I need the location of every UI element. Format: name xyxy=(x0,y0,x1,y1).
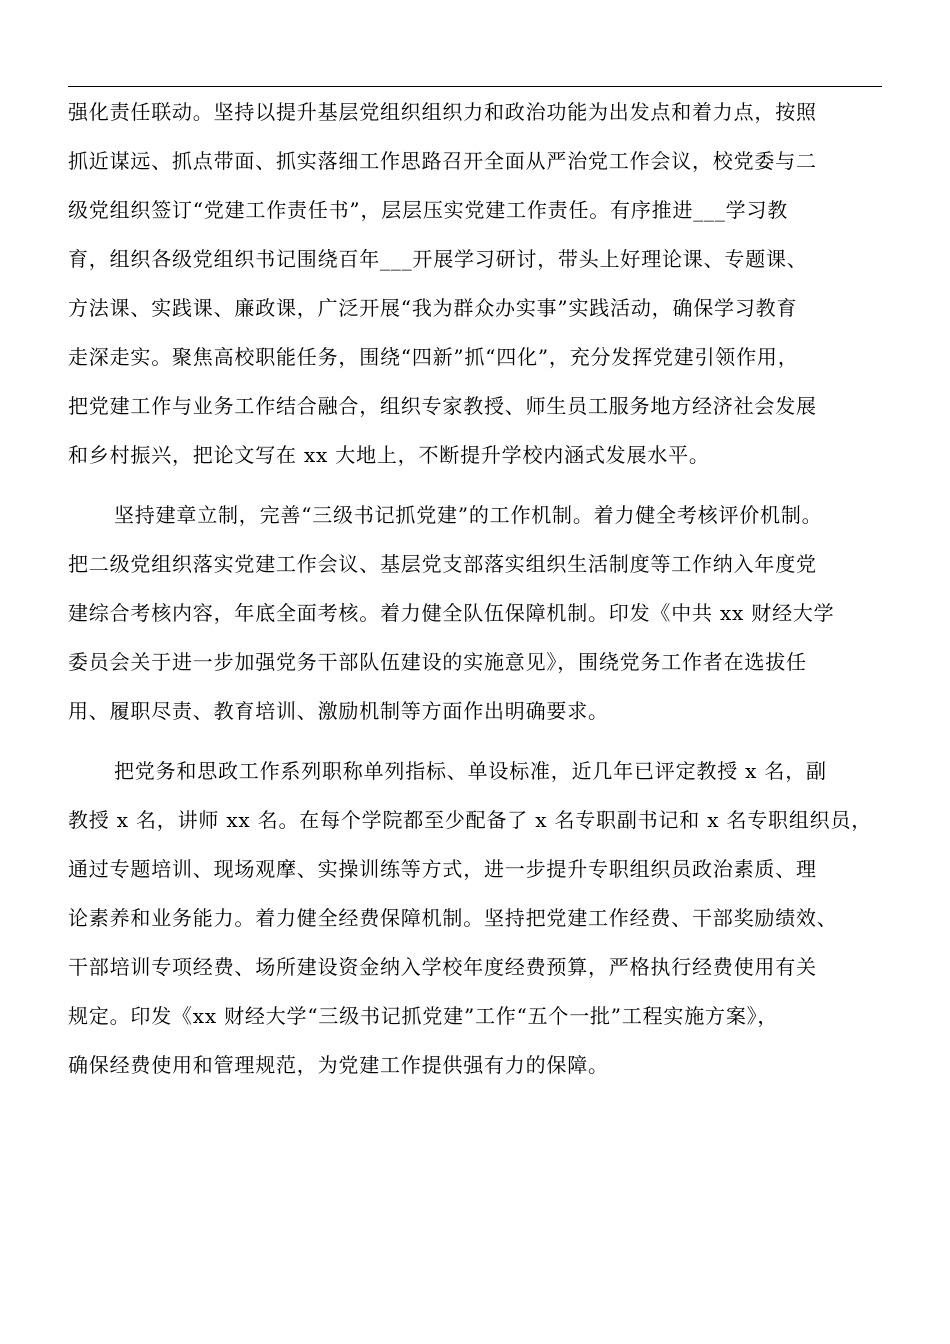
text-line: 方法课、实践课、廉政课，广泛开展“我为群众办实事”实践活动，确保学习教育 xyxy=(68,296,798,320)
text-line: 确保经费使用和管理规范，为党建工作提供强有力的保障。 xyxy=(68,1053,609,1077)
document-body xyxy=(68,88,898,1090)
paragraph-3 xyxy=(68,747,898,1090)
text-line: 走深走实。聚焦高校职能任务，围绕“四新”抓“四化”，充分发挥党建引领作用， xyxy=(68,345,799,369)
text-line: 抓近谋远、抓点带面、抓实落细工作思路召开全面从严治党工作会议，校党委与二 xyxy=(68,149,817,173)
text-line: 和乡村振兴，把论文写在 xx 大地上，不断提升学校内涵式发展水平。 xyxy=(68,443,710,467)
paragraph-2 xyxy=(68,491,898,736)
text-line: 用、履职尽责、教育培训、激励机制等方面作出明确要求。 xyxy=(68,699,609,723)
text-line: 把党建工作与业务工作结合融合，组织专家教授、师生员工服务地方经济社会发展 xyxy=(68,394,817,418)
text-line: 建综合考核内容，年底全面考核。着力健全队伍保障机制。印发《中共 xx 财经大学 xyxy=(68,601,835,625)
text-line: 强化责任联动。坚持以提升基层党组织组织力和政治功能为出发点和着力点，按照 xyxy=(68,100,817,124)
text-line: 级党组织签订“党建工作责任书”，层层压实党建工作责任。有序推进___学习教 xyxy=(68,198,789,222)
paragraph-1 xyxy=(68,88,898,480)
text-line: 把二级党组织落实党建工作会议、基层党支部落实组织生活制度等工作纳入年度党 xyxy=(68,552,817,576)
text-line: 教授 x 名，讲师 xx 名。在每个学院都至少配备了 x 名专职副书记和 x 名专职组织员， xyxy=(68,808,873,832)
text-line: 规定。印发《xx 财经大学“三级书记抓党建”工作“五个一批”工程实施方案》， xyxy=(68,1004,779,1028)
paragraph-spacer xyxy=(68,480,898,491)
text-line: 育，组织各级党组织书记围绕百年___开展学习研讨，带头上好理论课、专题课、 xyxy=(68,247,808,271)
text-line: 通过专题培训、现场观摩、实操训练等方式，进一步提升专职组织员政治素质、理 xyxy=(68,857,817,881)
header-rule xyxy=(68,86,882,87)
text-line: 干部培训专项经费、场所建设资金纳入学校年度经费预算，严格执行经费使用有关 xyxy=(68,955,817,979)
text-line: 把党务和思政工作系列职称单列指标、单设标准，近几年已评定教授 x 名，副 xyxy=(114,759,827,783)
paragraph-spacer xyxy=(68,736,898,747)
text-line: 委员会关于进一步加强党务干部队伍建设的实施意见》，围绕党务工作者在选拔任 xyxy=(68,650,807,674)
text-line: 论素养和业务能力。着力健全经费保障机制。坚持把党建工作经费、干部奖励绩效、 xyxy=(68,906,838,930)
text-line: 坚持建章立制，完善“三级书记抓党建”的工作机制。着力健全考核评价机制。 xyxy=(114,503,823,527)
